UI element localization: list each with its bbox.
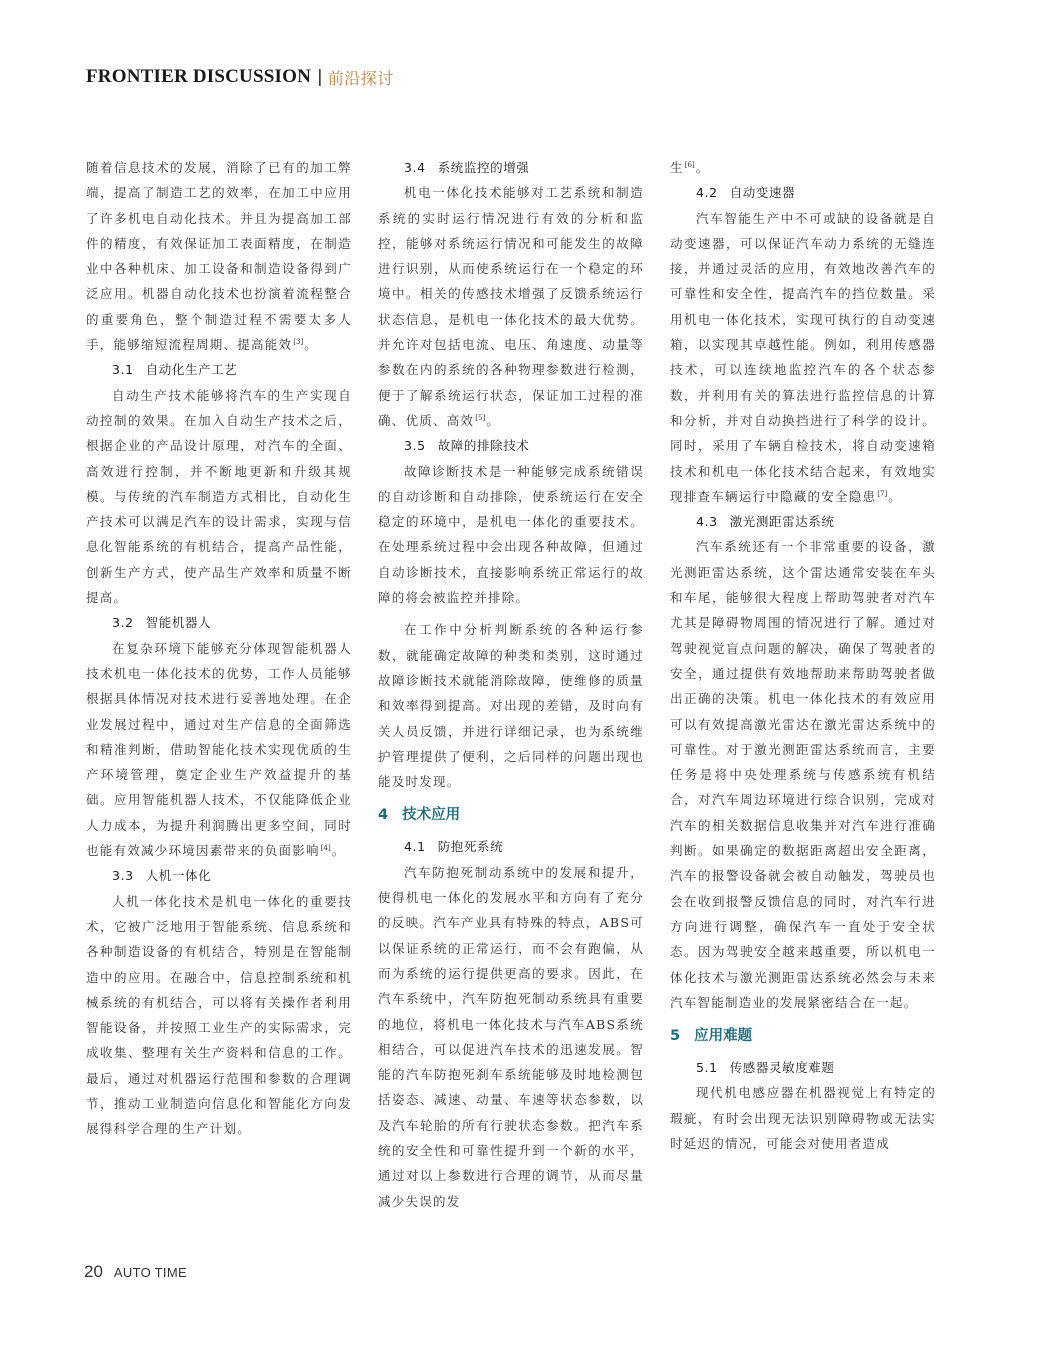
header-separator: | <box>317 67 323 87</box>
paragraph: 人机一体化技术是机电一体化的重要技术，它被广泛地用于智能系统、信息系统和各种制造设备的有机结合，特别是在智能制造中的应用。在融合中，信息控制系统和机械系统的有机结合，可以将有关操作者利用智能设备，并按照工业生产的实际需求，完成收集、整理有关生产资料和信息的工作。最后，通过对机器运行范围和参数的合理调节，推动工业制造向信息化和智能化方向发展得科学合理的生产计划。 <box>86 893 352 1137</box>
subsection-heading-4-2: 4.2 自动变速器 <box>696 185 796 201</box>
page-number: 20 <box>84 1262 103 1281</box>
column-2 <box>378 155 644 1210</box>
paragraph: 在复杂环境下能够充分体现智能机器人技术机电一体化技术的优势，工作人员能够根据具体情况对技术进行妥善地处理。在企业发展过程中，通过对生产信息的全面筛选和精准判断，借助智能化技术实现优质的生产环境管理，奠定企业生产效益提升的基础。应用智能机器人技术，不仅能降低企业人力成本，为提升利润腾出更多空间，同时也能有效减少环境因素带来的负面影响[4]。 <box>86 640 352 859</box>
subsection-heading-3-4: 3.4 系统监控的增强 <box>404 160 530 175</box>
paragraph: 随着信息技术的发展，消除了已有的加工弊端，提高了制造工艺的效率，在加工中应用了许多机电自动化技术。并且为提高加工部件的精度，有效保证加工表面精度，在制造业中各种机床、加工设备和制造设备得到广泛应用。机器自动化技术也扮演着流程整合的重要角色，整个制造过程不需要太多人手，能够缩短流程周期、提高能效[3]。 <box>86 160 352 353</box>
paragraph: 汽车防抱死制动系统中的发展和提升，使得机电一体化的发展水平和方向有了充分的反映。汽车产业具有特殊的特点，ABS可以保证系统的正常运行，而不会有跑偏，从而为系统的运行提供更高的要求。因此，在汽车系统中，汽车防抱死制动系统具有重要的地位，将机电一体化技术与汽车ABS系统相结合，可以促进汽车技术的迅速发展。智能的汽车防抱死刹车系统能够及时地检测包括姿态、减速、动量、车速等状态参数，以及汽车轮胎的所有行驶状态参数。把汽车系统的安全性和可靠性提升到一个新的水平，通过对以上参数进行合理的调节，从而尽量减少失误的发 <box>378 864 644 1209</box>
paragraph: 在工作中分析判断系统的各种运行参数，就能确定故障的种类和类别，这时通过故障诊断技术就能消除故障，使维修的质量和效率得到提高。对出现的差错，及时向有关人员反馈，并进行详细记录，也为系统维护管理提供了便利，之后同样的问题出现也能及时发现。 <box>378 622 644 790</box>
header-section-cn: 前沿探讨 <box>327 68 394 88</box>
citation: [4] <box>320 844 331 853</box>
citation: [7] <box>877 489 888 498</box>
paragraph: 汽车系统还有一个非常重要的设备，激光测距雷达系统，这个雷达通常安装在车头和车尾，能够很大程度上帮助驾驶者对汽车尤其是障碍物周围的情况进行了解。通过对驾驶视觉盲点问题的解决，确保了驾驶者的安全，通过提供有效地帮助来帮助驾驶者做出正确的决策。机电一体化技术的有效应用可以有效提高激光雷达在激光雷达系统中的可靠性。对于激光测距雷达系统而言，主要任务是将中央处理系统与传感系统有机结合，对汽车周边环境进行综合识别，完成对汽车的相关数据信息收集并对汽车进行准确判断。如果确定的数据距离超出安全距离，汽车的报警设备就会被自动触发，驾驶员也会在收到报警反馈信息的同时，对汽车行进方向进行调整，确保汽车一直处于安全状态。因为驾驶安全越来越重要，所以机电一体化技术与激光测距雷达系统必然会与未来汽车智能制造业的发展紧密结合在一起。 <box>670 539 936 1010</box>
subsection-heading-3-5: 3.5 故障的排除技术 <box>404 438 530 454</box>
paragraph: 生[6]。 <box>670 160 710 175</box>
column-3 <box>670 155 936 1210</box>
section-heading-4: 4 技术应用 <box>378 807 461 824</box>
subsection-heading-3-3: 3.3 人机一体化 <box>112 868 212 884</box>
subsection-heading-4-3: 4.3 激光测距雷达系统 <box>696 514 835 530</box>
page-footer <box>84 1262 187 1282</box>
paragraph: 自动生产技术能够将汽车的生产实现自动控制的效果。在加入自动生产技术之后，根据企业的产品设计原理，对汽车的全面、高效进行控制，并不断地更新和升级其规模。与传统的汽车制造方式相比，自动化生产技术可以满足汽车的设计需求，实现与信息化智能系统的有机结合，提高产品性能，创新生产方式，使产品生产效率和质量不断提高。 <box>86 387 352 606</box>
paragraph: 机电一体化技术能够对工艺系统和制造系统的实时运行情况进行有效的分析和监控，能够对系统运行情况和可能发生的故障进行识别，从而使系统运行在一个稳定的环境中。相关的传感技术增强了反馈系统运行状态信息，是机电一体化技术的最大优势。并允许对包括电流、电压、角速度、动量等参数在内的系统的各种物理参数进行检测，便于了解系统运行状态，保证加工过程的准确、优质、高效[5]。 <box>378 185 644 428</box>
paragraph: 现代机电感应器在机器视觉上有特定的瑕疵，有时会出现无法识别障碍物或无法实时延迟的情况，可能会对使用者造成 <box>670 1085 936 1151</box>
running-header <box>86 62 394 92</box>
paragraph: 故障诊断技术是一种能够完成系统错误的自动诊断和自动排除，使系统运行在安全稳定的环境中，是机电一体化的重要技术。在处理系统过程中会出现各种故障，但通过自动诊断技术，直接影响系统正常运行的故障的将会被监控并排除。 <box>378 463 644 606</box>
citation: [5] <box>475 413 486 422</box>
paragraph: 汽车智能生产中不可或缺的设备就是自动变速器，可以保证汽车动力系统的无缝连接，并通过灵活的应用，有效地改善汽车的可靠性和安全性，提高汽车的挡位数量。采用机电一体化技术，实现可执行的自动变速箱，以实现其卓越性能。例如，利用传感器技术，可以连续地监控汽车的各个状态参数，并利用有关的算法进行监控信息的计算和分析，并对自动换挡进行了科学的设计。同时，采用了车辆自检技术，将自动变速箱技术和机电一体化技术结合起来，有效地实现排查车辆运行中隐藏的安全隐患[7]。 <box>670 210 936 504</box>
subsection-heading-3-1: 3.1 自动化生产工艺 <box>112 362 238 378</box>
subsection-heading-5-1: 5.1 传感器灵敏度难题 <box>696 1060 835 1076</box>
header-section-en: FRONTIER DISCUSSION <box>86 66 311 87</box>
column-1 <box>86 155 352 1210</box>
section-heading-5: 5 应用难题 <box>670 1028 753 1045</box>
magazine-name: AUTO TIME <box>113 1265 187 1280</box>
citation: [3] <box>293 338 304 347</box>
citation: [6] <box>684 161 695 169</box>
subsection-heading-3-2: 3.2 智能机器人 <box>112 615 212 631</box>
subsection-heading-4-1: 4.1 防抱死系统 <box>404 839 504 855</box>
